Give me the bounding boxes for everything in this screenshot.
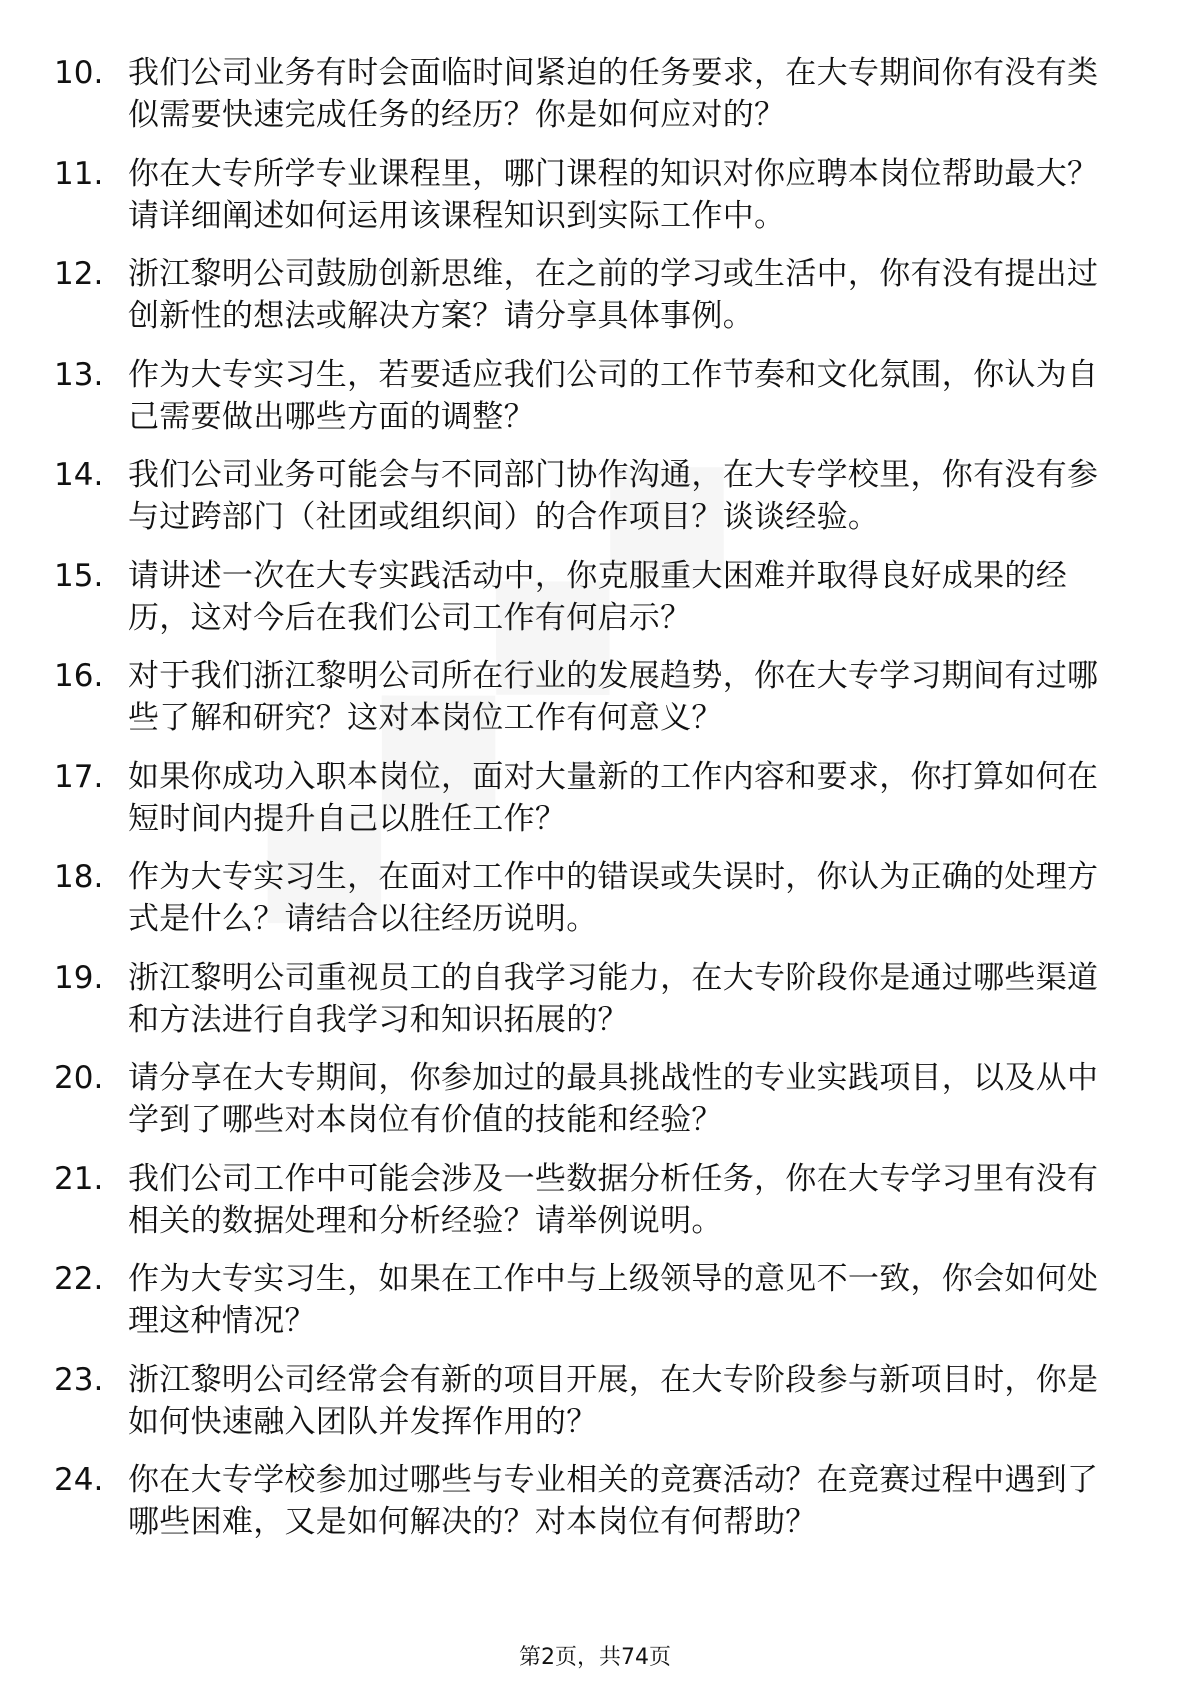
question-number: 21. xyxy=(54,1160,104,1197)
question-number: 13. xyxy=(54,356,104,393)
question-number: 17. xyxy=(54,758,104,795)
question-number: 24. xyxy=(54,1462,104,1498)
question-item xyxy=(54,52,1104,136)
question-number: 11. xyxy=(54,155,104,192)
question-number: 15. xyxy=(54,557,104,594)
question-item xyxy=(54,655,1104,739)
question-item xyxy=(54,454,1104,538)
question-text: 浙江黎明公司鼓励创新思维，在之前的学习或生活中，你有没有提出过创新性的想法或解决方案？请分享具体事例。 xyxy=(128,256,1099,334)
page-footer xyxy=(0,1640,1190,1671)
question-number: 10. xyxy=(54,55,104,91)
question-item xyxy=(54,1158,1104,1242)
question-text: 你在大专学校参加过哪些与专业相关的竞赛活动？在竞赛过程中遇到了哪些困难，又是如何解决的？对本岗位有何帮助？ xyxy=(128,1462,1099,1540)
question-item xyxy=(54,354,1104,438)
question-number: 19. xyxy=(54,959,104,996)
question-number: 20. xyxy=(54,1060,104,1096)
question-number: 22. xyxy=(54,1261,104,1297)
question-text: 作为大专实习生，如果在工作中与上级领导的意见不一致，你会如何处理这种情况？ xyxy=(128,1261,1099,1339)
question-text: 你在大专所学专业课程里，哪门课程的知识对你应聘本岗位帮助最大？请详细阐述如何运用该课程知识到实际工作中。 xyxy=(128,155,1099,234)
question-item xyxy=(54,253,1104,337)
question-text: 对于我们浙江黎明公司所在行业的发展趋势，你在大专学习期间有过哪些了解和研究？这对本岗位工作有何意义？ xyxy=(128,658,1099,736)
question-item xyxy=(54,756,1104,840)
question-number: 23. xyxy=(54,1361,104,1398)
question-number: 16. xyxy=(54,658,104,694)
question-text: 浙江黎明公司重视员工的自我学习能力，在大专阶段你是通过哪些渠道和方法进行自我学习和知识拓展的？ xyxy=(128,959,1099,1038)
page-number-label: 第2页，共74页 xyxy=(519,1645,671,1670)
question-item xyxy=(54,1459,1104,1543)
question-item xyxy=(54,1258,1104,1342)
question-item xyxy=(54,1359,1104,1443)
question-text: 作为大专实习生，若要适应我们公司的工作节奏和文化氛围，你认为自己需要做出哪些方面的调整？ xyxy=(128,356,1099,435)
question-list xyxy=(54,52,1104,1560)
question-item xyxy=(54,1057,1104,1141)
question-item xyxy=(54,957,1104,1041)
question-text: 我们公司业务可能会与不同部门协作沟通，在大专学校里，你有没有参与过跨部门（社团或组织间）的合作项目？谈谈经验。 xyxy=(128,457,1099,535)
question-text: 如果你成功入职本岗位，面对大量新的工作内容和要求，你打算如何在短时间内提升自己以胜任工作？ xyxy=(128,758,1099,837)
question-item xyxy=(54,856,1104,940)
question-number: 18. xyxy=(54,859,104,895)
question-number: 12. xyxy=(54,256,104,292)
question-item xyxy=(54,555,1104,639)
question-text: 我们公司工作中可能会涉及一些数据分析任务，你在大专学习里有没有相关的数据处理和分析经验？请举例说明。 xyxy=(128,1160,1099,1239)
question-text: 请分享在大专期间，你参加过的最具挑战性的专业实践项目，以及从中学到了哪些对本岗位有价值的技能和经验？ xyxy=(128,1060,1099,1138)
question-item xyxy=(54,153,1104,237)
question-text: 作为大专实习生，在面对工作中的错误或失误时，你认为正确的处理方式是什么？请结合以往经历说明。 xyxy=(128,859,1099,937)
question-number: 14. xyxy=(54,457,104,493)
question-text: 浙江黎明公司经常会有新的项目开展，在大专阶段参与新项目时，你是如何快速融入团队并发挥作用的？ xyxy=(128,1361,1099,1440)
question-text: 我们公司业务有时会面临时间紧迫的任务要求，在大专期间你有没有类似需要快速完成任务的经历？你是如何应对的？ xyxy=(128,55,1099,133)
question-text: 请讲述一次在大专实践活动中，你克服重大困难并取得良好成果的经历，这对今后在我们公司工作有何启示？ xyxy=(128,557,1067,636)
